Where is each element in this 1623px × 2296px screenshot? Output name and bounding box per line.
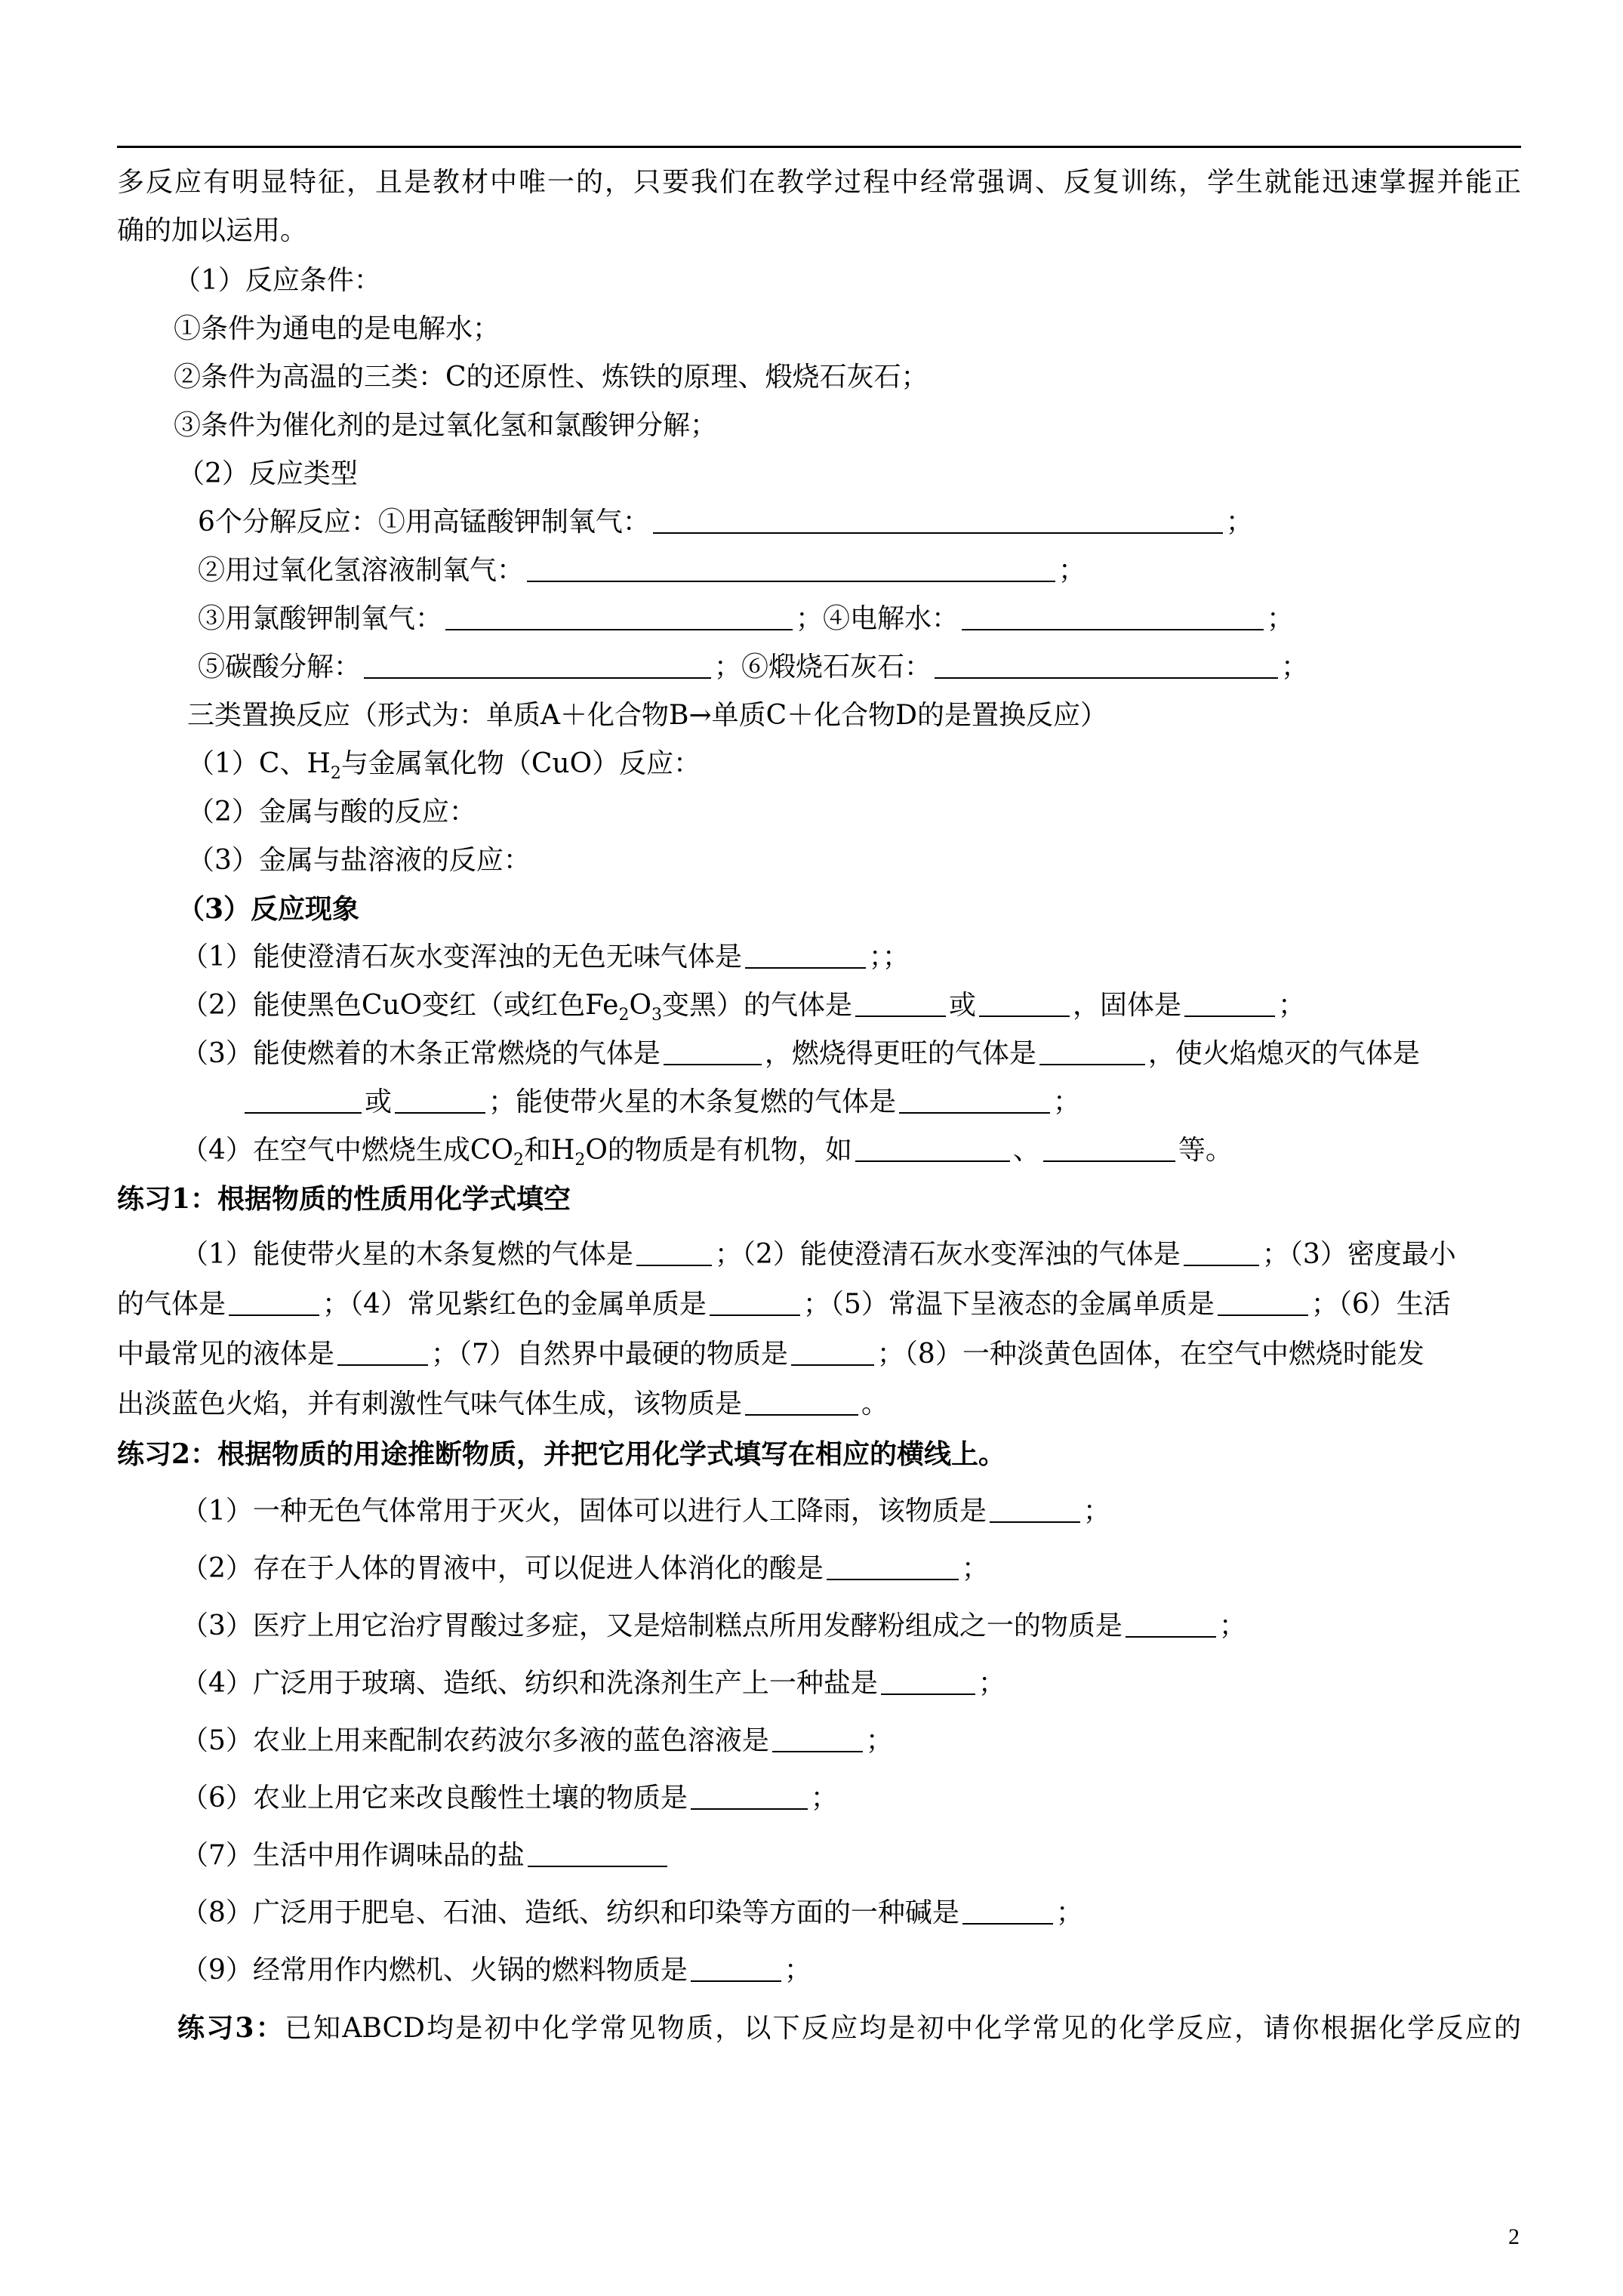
text: 。 [861, 1388, 889, 1419]
answer-blank[interactable] [364, 655, 711, 679]
exercise-2-question [181, 1610, 1246, 1643]
text: （1）C、H [187, 748, 331, 779]
exercise-2-title: 练习2：根据物质的用途推断物质，并把它用化学式填写在相应的横线上。 [117, 1438, 1006, 1470]
answer-blank[interactable] [899, 1089, 1050, 1114]
answer-blank[interactable] [653, 510, 1223, 534]
punct: ； [961, 1553, 989, 1584]
text: ；能使带火星的木条复燃的气体是 [488, 1086, 897, 1117]
text: ，固体是 [1073, 990, 1182, 1021]
answer-blank[interactable] [337, 1342, 428, 1366]
punct: ； [1225, 507, 1253, 538]
text: ；（3）密度最小 [1261, 1239, 1456, 1270]
text: （3）医疗上用它治疗胃酸过多症，又是焙制糕点所用发酵粉组成之一的物质是 [181, 1610, 1123, 1641]
text: 、 [1012, 1135, 1040, 1166]
exercise-2-question [181, 1667, 1006, 1700]
punct: ； [1083, 1496, 1110, 1527]
header-rule [117, 146, 1521, 148]
text: （9）经常用作内燃机、火锅的燃料物质是 [181, 1955, 688, 1986]
answer-blank[interactable] [881, 1671, 975, 1695]
answer-blank[interactable] [962, 606, 1264, 630]
answer-blank[interactable] [772, 1728, 863, 1752]
exercise-3-text: 已知ABCD均是初中化学常见物质，以下反应均是初中化学常见的化学反应，请你根据化学反应的 [284, 2013, 1521, 2044]
decomposition-line-2 [198, 554, 1086, 587]
decomp-label: ②用过氧化氢溶液制氧气： [198, 555, 525, 586]
text: （1）能使澄清石灰水变浑浊的无色无味气体是 [181, 942, 742, 972]
decomp-label: ③用氯酸钾制氧气： [198, 603, 443, 634]
section-types-title: （2）反应类型 [177, 458, 358, 489]
decomposition-line-1 [198, 506, 1253, 539]
answer-blank[interactable] [245, 1089, 362, 1114]
subscript: 3 [651, 1006, 662, 1025]
phenomenon-3-continued [242, 1086, 1080, 1119]
phenomenon-3 [181, 1037, 1420, 1071]
text: 出淡蓝色火焰，并有刺激性气味气体生成，该物质是 [117, 1388, 743, 1419]
subscript: 2 [574, 1151, 586, 1170]
text: ；（8）一种淡黄色固体，在空气中燃烧时能发 [876, 1339, 1424, 1370]
answer-blank[interactable] [1039, 1041, 1145, 1065]
section-phenomena-title: （3）反应现象 [177, 893, 360, 925]
intro-line-2: 确的加以运用。 [117, 215, 308, 246]
answer-blank[interactable] [745, 1391, 858, 1416]
text: （8）广泛用于肥皂、石油、造纸、纺织和印染等方面的一种碱是 [181, 1897, 959, 1928]
text: O的物质是有机物，如 [585, 1135, 852, 1166]
text: （7）生活中用作调味品的盐 [181, 1840, 525, 1871]
exercise-2-question [181, 1954, 812, 1987]
answer-blank[interactable] [229, 1292, 319, 1316]
exercise-2-question [181, 1782, 838, 1815]
text: （6）农业上用它来改良酸性土壤的物质是 [181, 1783, 688, 1814]
exercise-2-question [181, 1724, 893, 1758]
answer-blank[interactable] [855, 1138, 1010, 1162]
exercise-2-question [181, 1839, 670, 1872]
punct: ； [784, 1955, 812, 1986]
phenomenon-1 [181, 941, 910, 974]
phenomenon-2 [181, 989, 1305, 1032]
answer-blank[interactable] [1043, 1138, 1175, 1162]
text: 变黑）的气体是 [661, 990, 852, 1021]
answer-blank[interactable] [791, 1342, 874, 1366]
replacement-item-3: （3）金属与盐溶液的反应： [187, 845, 531, 876]
text: （3）能使燃着的木条正常燃烧的气体是 [181, 1038, 661, 1069]
exercise-3-title: 练习3： [177, 2012, 285, 2044]
text: （2）存在于人体的胃液中，可以促进人体消化的酸是 [181, 1553, 824, 1584]
text: （1）能使带火星的木条复燃的气体是 [181, 1239, 633, 1270]
answer-blank[interactable] [1126, 1613, 1216, 1638]
answer-blank[interactable] [979, 993, 1070, 1017]
answer-blank[interactable] [827, 1556, 959, 1580]
text: ；（7）自然界中最硬的物质是 [431, 1339, 788, 1370]
intro-line-1: 多反应有明显特征，且是教材中唯一的，只要我们在教学过程中经常强调、反复训练，学生就能迅速掌握并能正 [117, 167, 1521, 198]
section-conditions-title: （1）反应条件： [174, 265, 381, 296]
punct: ； [978, 1668, 1006, 1699]
answer-blank[interactable] [1218, 1292, 1308, 1316]
punct: ； [1058, 555, 1086, 586]
answer-blank[interactable] [664, 1041, 762, 1065]
phenomenon-4 [181, 1134, 1233, 1177]
decomp-label: ⑤碳酸分解： [198, 652, 362, 683]
condition-item: ②条件为高温的三类：C的还原性、炼铁的原理、煅烧石灰石； [174, 362, 929, 393]
answer-blank[interactable] [691, 1786, 808, 1810]
answer-blank[interactable] [990, 1499, 1080, 1523]
text: ，使火焰熄灭的气体是 [1147, 1038, 1420, 1069]
condition-item: ③条件为催化剂的是过氧化氢和氯酸钾分解； [174, 410, 718, 441]
punct: ； [1278, 990, 1306, 1021]
text: （1）一种无色气体常用于灭火，固体可以进行人工降雨，该物质是 [181, 1496, 987, 1527]
exercise-1-line-3 [117, 1338, 1424, 1371]
text: ；（6）生活 [1310, 1289, 1451, 1320]
decomp-label: ；④电解水： [796, 603, 959, 634]
exercise-3-line [177, 2011, 1521, 2045]
subscript: 2 [330, 764, 341, 784]
punct: ； [1267, 603, 1295, 634]
text: 或 [949, 990, 977, 1021]
text: 的气体是 [117, 1289, 226, 1320]
condition-item: ①条件为通电的是电解水； [174, 313, 500, 344]
decomp-label: 6个分解反应：①用高锰酸钾制氧气： [198, 507, 650, 538]
text: （5）农业上用来配制农药波尔多液的蓝色溶液是 [181, 1725, 769, 1756]
exercise-2-question [181, 1897, 1083, 1930]
text: O [629, 990, 651, 1021]
text: 等。 [1178, 1135, 1233, 1166]
text: ；（5）常温下呈液态的金属单质是 [802, 1289, 1215, 1320]
replacement-intro: 三类置换反应（形式为：单质A＋化合物B→单质C＋化合物D的是置换反应） [187, 700, 1108, 731]
answer-blank[interactable] [636, 1242, 712, 1266]
text: 中最常见的液体是 [117, 1339, 335, 1370]
text: ；（2）能使澄清石灰水变浑浊的气体是 [714, 1239, 1181, 1270]
text: ；（4）常见紫红色的金属单质是 [322, 1289, 707, 1320]
punct: ； [1218, 1610, 1246, 1641]
answer-blank[interactable] [528, 1843, 667, 1867]
text: （4）在空气中燃烧生成CO [181, 1135, 513, 1166]
answer-blank[interactable] [1184, 1242, 1259, 1266]
punct: ； [1281, 652, 1309, 683]
text: （4）广泛用于玻璃、造纸、纺织和洗涤剂生产上一种盐是 [181, 1668, 878, 1699]
answer-blank[interactable] [691, 1958, 781, 1982]
text: ；； [868, 942, 910, 972]
answer-blank[interactable] [395, 1089, 485, 1114]
text: 与金属氧化物（CuO）反应： [340, 748, 701, 779]
text: 和H [523, 1135, 575, 1166]
punct: ； [810, 1783, 838, 1814]
exercise-1-line-2 [117, 1288, 1451, 1321]
punct: ； [1053, 1086, 1081, 1117]
subscript: 2 [618, 1006, 630, 1025]
decomposition-line-4 [198, 651, 1308, 684]
answer-blank[interactable] [745, 945, 866, 969]
subscript: 2 [513, 1151, 524, 1170]
page-number: 2 [1508, 2224, 1520, 2249]
answer-blank[interactable] [527, 558, 1055, 582]
text: 或 [365, 1086, 393, 1117]
text: ，燃烧得更旺的气体是 [764, 1038, 1036, 1069]
decomposition-line-3 [198, 603, 1294, 636]
exercise-2-question [181, 1495, 1110, 1528]
exercise-1-title: 练习1：根据物质的性质用化学式填空 [117, 1183, 571, 1215]
replacement-item-1 [187, 747, 701, 791]
exercise-2-question [181, 1552, 989, 1586]
decomp-label: ；⑥煅烧石灰石： [714, 652, 932, 683]
replacement-item-2: （2）金属与酸的反应： [187, 797, 476, 827]
answer-blank[interactable] [962, 1900, 1053, 1925]
exercise-1-line-4 [117, 1388, 888, 1421]
punct: ； [865, 1725, 893, 1756]
answer-blank[interactable] [445, 606, 793, 630]
answer-blank[interactable] [1184, 993, 1275, 1017]
answer-blank[interactable] [710, 1292, 800, 1316]
answer-blank[interactable] [855, 993, 946, 1017]
exercise-1-line-1 [181, 1238, 1456, 1271]
punct: ； [1055, 1897, 1083, 1928]
answer-blank[interactable] [935, 655, 1278, 679]
text: （2）能使黑色CuO变红（或红色Fe [181, 990, 619, 1021]
